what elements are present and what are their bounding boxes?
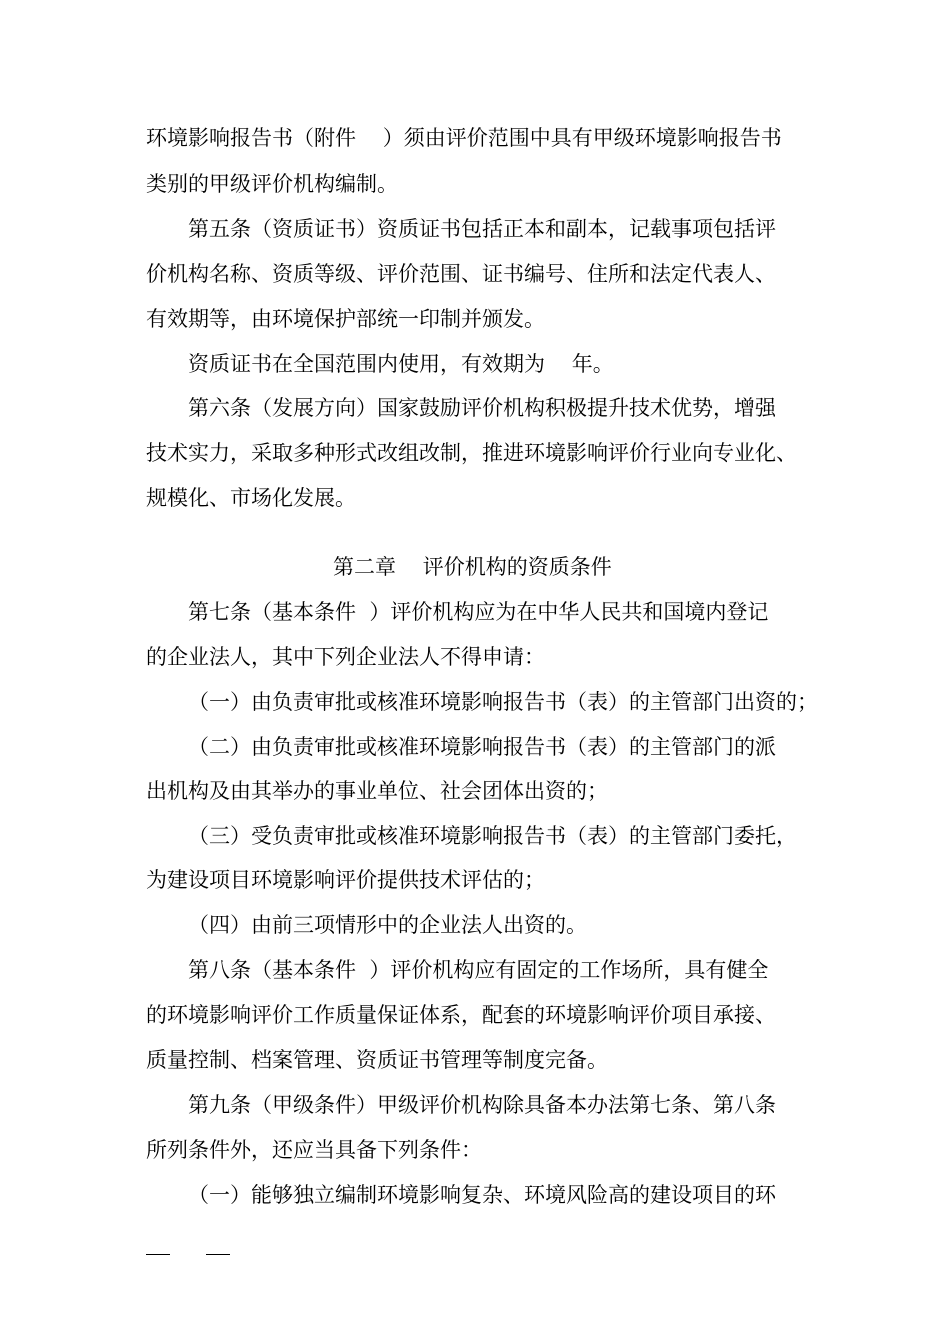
list-item-text: （一）能够独立编制环境影响复杂、环境风险高的建设项目的环	[188, 1183, 776, 1207]
page-number-dash-left	[146, 1254, 170, 1255]
text-line: 规模化、市场化发展。	[146, 486, 356, 510]
text-line: 资质证书在全国范围内使用，有效期为 年。	[188, 352, 614, 376]
text-line: 所列条件外，还应当具备下列条件：	[146, 1138, 482, 1162]
text-line: 出机构及由其举办的事业单位、社会团体出资的；	[146, 779, 608, 803]
article-9-text: 第九条（甲级条件）甲级评价机构除具备本办法第七条、第八条	[188, 1093, 776, 1117]
chapter-heading: 第二章 评价机构的资质条件	[333, 555, 612, 579]
list-item-text: （四）由前三项情形中的企业法人出资的。	[188, 913, 587, 937]
list-item-text: （三）受负责审批或核准环境影响报告书（表）的主管部门委托，	[188, 824, 797, 848]
article-8-text: 第八条（基本条件 ）评价机构应有固定的工作场所，具有健全	[188, 958, 769, 982]
article-5-text: 第五条（资质证书）资质证书包括正本和副本，记载事项包括评	[188, 217, 776, 241]
text-line: 的企业法人，其中下列企业法人不得申请：	[146, 645, 545, 669]
page-number-dash-right	[206, 1254, 230, 1255]
text-line: 价机构名称、资质等级、评价范围、证书编号、住所和法定代表人、	[146, 262, 776, 286]
text-line: 环境影响报告书（附件 ）须由评价范围中具有甲级环境影响报告书	[146, 126, 782, 150]
text-line: 技术实力，采取多种形式改组改制，推进环境影响评价行业向专业化、	[146, 441, 797, 465]
article-6-text: 第六条（发展方向）国家鼓励评价机构积极提升技术优势，增强	[188, 396, 776, 420]
text-line: 有效期等，由环境保护部统一印制并颁发。	[146, 307, 545, 331]
list-item-text: （二）由负责审批或核准环境影响报告书（表）的主管部门的派	[188, 735, 776, 759]
list-item-text: （一）由负责审批或核准环境影响报告书（表）的主管部门出资的；	[188, 690, 818, 714]
text-line: 为建设项目环境影响评价提供技术评估的；	[146, 868, 545, 892]
text-line: 的环境影响评价工作质量保证体系，配套的环境影响评价项目承接、	[146, 1003, 776, 1027]
text-line: 质量控制、档案管理、资质证书管理等制度完备。	[146, 1048, 608, 1072]
article-7-text: 第七条（基本条件 ）评价机构应为在中华人民共和国境内登记	[188, 600, 769, 624]
text-line: 类别的甲级评价机构编制。	[146, 172, 398, 196]
